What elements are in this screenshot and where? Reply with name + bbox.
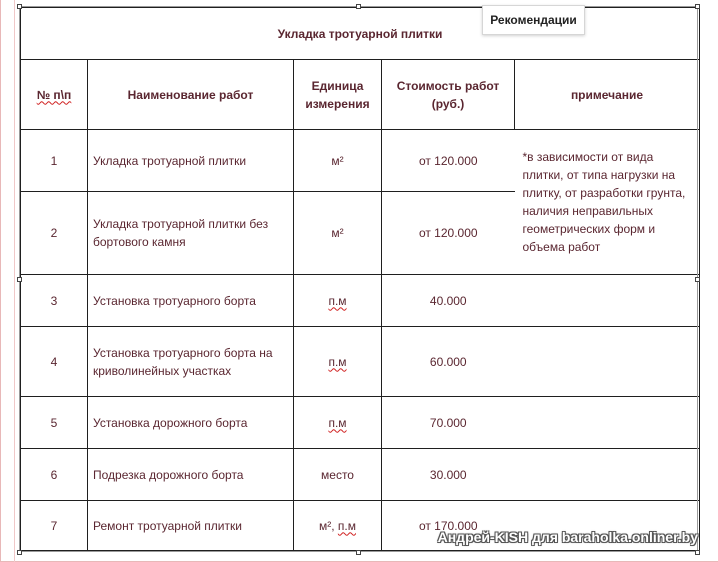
row-cost: 40.000 <box>382 275 515 327</box>
row-unit: м², п.м <box>294 501 382 551</box>
row-num: 5 <box>21 397 88 449</box>
resize-handle-left[interactable] <box>17 277 22 282</box>
row-name: Укладка тротуарной плитки <box>88 130 294 192</box>
resize-handle-top-left[interactable] <box>17 4 22 9</box>
row-unit: место <box>294 449 382 501</box>
row-name: Ремонт тротуарной плитки <box>88 501 294 551</box>
row-name: Установка дорожного борта <box>88 397 294 449</box>
header-unit: Единица измерения <box>294 60 382 130</box>
row-unit: п.м <box>294 327 382 397</box>
watermark-text: Андрей-KISH для baraholka.onliner.by <box>437 529 698 545</box>
row-unit: п.м <box>294 275 382 327</box>
header-note: примечание <box>515 60 700 130</box>
row-cost: 30.000 <box>382 449 515 501</box>
row-num: 3 <box>21 275 88 327</box>
resize-handle-bottom[interactable] <box>356 550 361 555</box>
selection-frame <box>19 6 698 552</box>
row-name: Установка тротуарного борта <box>88 275 294 327</box>
row-num: 7 <box>21 501 88 551</box>
margin-line <box>14 0 15 562</box>
resize-handle-bottom-left[interactable] <box>17 550 22 555</box>
row-unit: м² <box>294 192 382 275</box>
recommendations-tooltip[interactable]: Рекомендации <box>482 5 585 35</box>
row-cost: от 120.000 <box>382 130 515 192</box>
row-cost: 70.000 <box>382 397 515 449</box>
row-cost: от 120.000 <box>382 192 515 275</box>
row-num: 6 <box>21 449 88 501</box>
note-cell: *в зависимости от вида плитки, от типа нагрузки на плитку, от разработки грунта, наличия неправильных геометрических форм и объема работ <box>515 130 700 275</box>
row-name: Установка тротуарного борта на криволинейных участках <box>88 327 294 397</box>
header-num: № п\п <box>21 60 88 130</box>
resize-handle-bottom-right[interactable] <box>695 550 700 555</box>
row-cost: 60.000 <box>382 327 515 397</box>
resize-handle-right[interactable] <box>695 277 700 282</box>
row-num: 1 <box>21 130 88 192</box>
header-cost: Стоимость работ (руб.) <box>382 60 515 130</box>
row-name: Подрезка дорожного борта <box>88 449 294 501</box>
row-cost: от 170.000 <box>382 501 515 551</box>
table-title: Укладка тротуарной плитки <box>21 8 700 60</box>
row-name: Укладка тротуарной плитки без бортового камня <box>88 192 294 275</box>
row-num: 2 <box>21 192 88 275</box>
row-unit: п.м <box>294 397 382 449</box>
resize-handle-top[interactable] <box>356 4 361 9</box>
row-num: 4 <box>21 327 88 397</box>
resize-handle-top-right[interactable] <box>695 4 700 9</box>
row-unit: м² <box>294 130 382 192</box>
header-name: Наименование работ <box>88 60 294 130</box>
